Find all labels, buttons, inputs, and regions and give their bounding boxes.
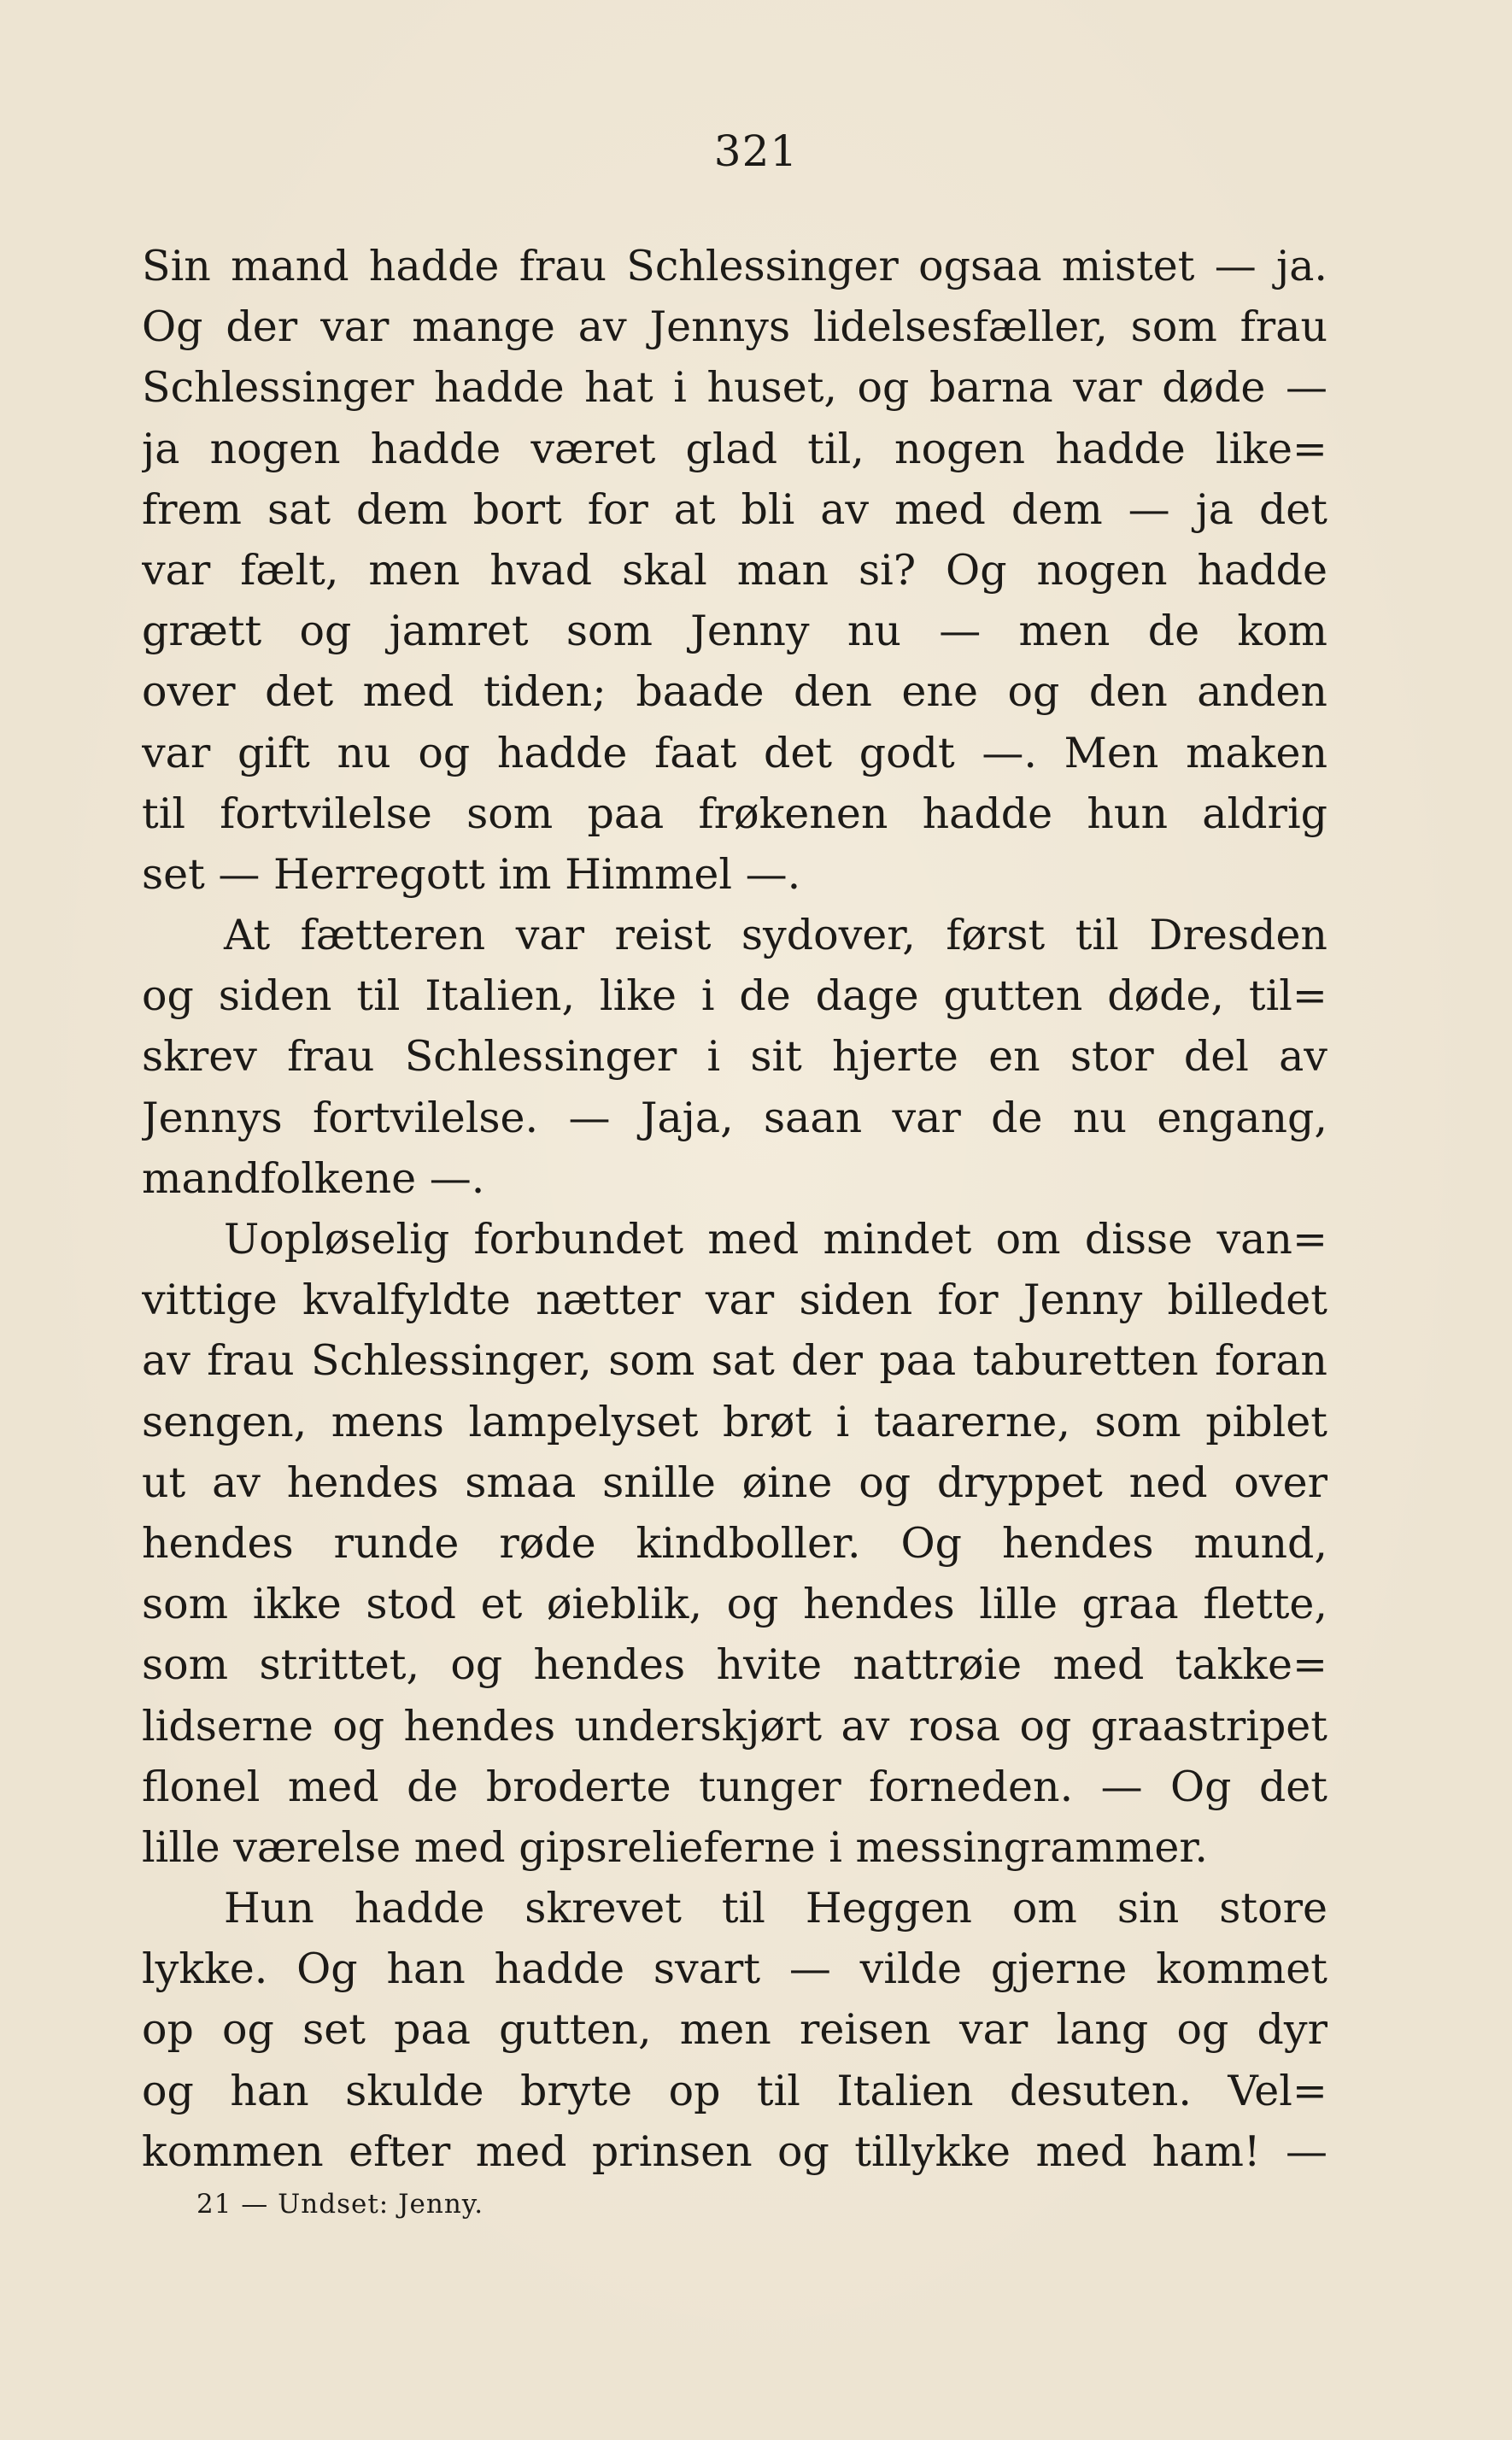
text-line: var gift nu og hadde faat det godt —. Men maken bbox=[142, 728, 1327, 777]
text-line: og han skulde bryte op til Italien desuten. Vel= bbox=[142, 2066, 1327, 2115]
text-line: vittige kvalfyldte nætter var siden for Jenny billedet bbox=[142, 1276, 1327, 1325]
text-line: til fortvilelse som paa frøkenen hadde hun aldrig bbox=[142, 789, 1327, 838]
text-line: Og der var mange av Jennys lidelsesfæller, som frau bbox=[142, 302, 1327, 352]
text-line: hendes runde røde kindboller. Og hendes mund, bbox=[142, 1518, 1327, 1568]
text-line: ut av hendes smaa snille øine og dryppet ned over bbox=[142, 1458, 1327, 1507]
text-line: Sin mand hadde frau Schlessinger ogsaa mistet — ja. bbox=[142, 242, 1327, 290]
text-line: lille værelse med gipsrelieferne i messingrammer. bbox=[142, 1822, 1208, 1872]
text-line: var fælt, men hvad skal man si? Og nogen hadde bbox=[142, 545, 1327, 595]
text-line: lidserne og hendes underskjørt av rosa og graastripet bbox=[142, 1701, 1327, 1751]
text-line: skrev frau Schlessinger i sit hjerte en stor del av bbox=[142, 1032, 1327, 1082]
text-line: ja nogen hadde været glad til, nogen hadde like= bbox=[142, 424, 1327, 473]
text-line: kommen efter med prinsen og tillykke med ham! — bbox=[142, 2126, 1327, 2176]
text-line: som ikke stod et øieblik, og hendes lille graa flette, bbox=[142, 1580, 1327, 1629]
text-line: Schlessinger hadde hat i huset, og barna var døde — bbox=[142, 363, 1327, 413]
body-text bbox=[142, 236, 1327, 2182]
text-line: av frau Schlessinger, som sat der paa taburetten foran bbox=[142, 1336, 1327, 1386]
page-number: 321 bbox=[713, 126, 799, 176]
signature-footer: 21 — Undset: Jenny. bbox=[196, 2189, 484, 2220]
paragraph-start-line: At fætteren var reist sydover, først til Dresden bbox=[224, 911, 1327, 960]
text-line: op og set paa gutten, men reisen var lang og dyr bbox=[142, 2005, 1327, 2055]
text-line: som strittet, og hendes hvite nattrøie med takke= bbox=[142, 1640, 1327, 1690]
text-line: mandfolkene —. bbox=[142, 1153, 485, 1203]
paragraph-start-line: Hun hadde skrevet til Heggen om sin store bbox=[224, 1884, 1327, 1933]
text-line: set — Herregott im Himmel —. bbox=[142, 849, 801, 899]
text-line: og siden til Italien, like i de dage gutten døde, til= bbox=[142, 971, 1327, 1021]
text-line: Jennys fortvilelse. — Jaja, saan var de nu engang, bbox=[142, 1093, 1327, 1142]
text-line: flonel med de broderte tunger forneden. — Og det bbox=[142, 1762, 1327, 1811]
text-line: frem sat dem bort for at bli av med dem — ja det bbox=[142, 484, 1327, 534]
text-line: sengen, mens lampelyset brøt i taarerne, som piblet bbox=[142, 1397, 1327, 1446]
text-line: grætt og jamret som Jenny nu — men de kom bbox=[142, 607, 1327, 656]
paragraph-start-line: Uopløselig forbundet med mindet om disse van= bbox=[224, 1215, 1327, 1264]
text-line: over det med tiden; baade den ene og den anden bbox=[142, 667, 1327, 717]
text-line: lykke. Og han hadde svart — vilde gjerne kommet bbox=[142, 1944, 1327, 1994]
